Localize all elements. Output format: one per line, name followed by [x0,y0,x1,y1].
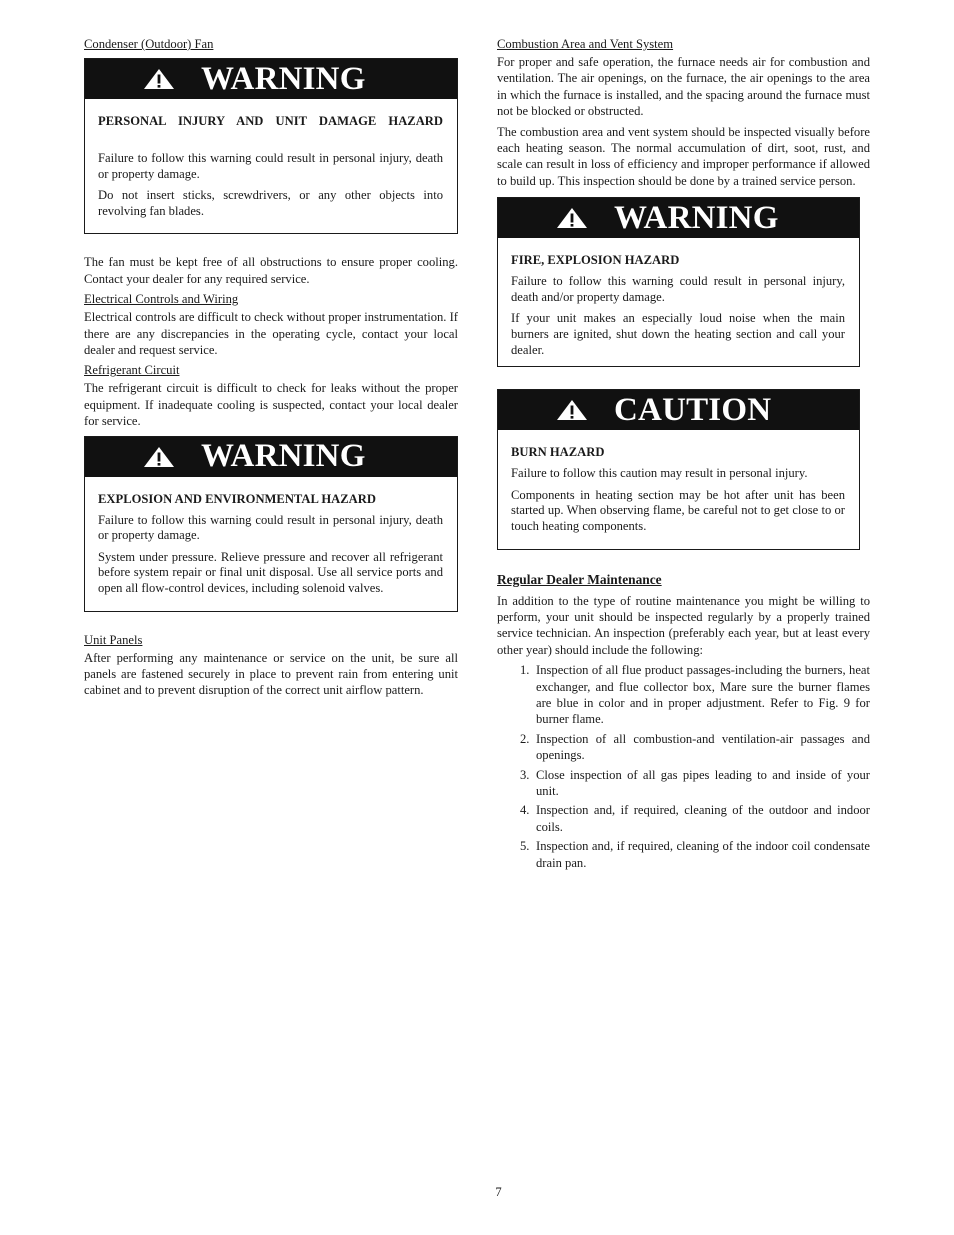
electrical-controls-text: Electrical controls are difficult to check without proper instrumentation. If there are any discrepancies in the operating cycle, contact your local dealer and request service. [84,310,458,357]
combustion-text-2: The combustion area and vent system should be inspected visually before each heating season. The normal accumulation of dirt, soot, rust, and scale can result in loss of efficiency and improper performance if allowed to build up. This inspection should be done by a trained service person. [497,124,870,188]
warning-title: WARNING [201,438,366,475]
warning-text-1: Failure to follow this warning could result in personal injury, death or property damage. [98,151,443,181]
list-item-text: Inspection and, if required, cleaning of the outdoor and indoor coils. [536,803,870,834]
condenser-fan-text: The fan must be kept free of all obstructions to ensure proper cooling. Contact your dealer for any required service. [84,255,458,286]
right-column [497,36,870,874]
warning-text-2: If your unit makes an especially loud noise when the main burners are ignited, shut down the heating section and call your dealer. [511,311,845,357]
unit-panels-text: After performing any maintenance or service on the unit, be sure all panels are fastened securely in place to prevent rain from entering unit cabinet and to prevent disruption of the correct unit airflow pattern. [84,650,458,698]
caution-text-2: Components in heating section may be hot after unit has been started up. When observing flame, be careful not to get close to or touch heating components. [511,487,845,533]
caution-triangle-icon [556,399,588,421]
warning-triangle-icon [143,68,175,90]
warning-body [85,99,457,233]
warning-triangle-icon [143,446,175,468]
warning-body [498,238,859,366]
maintenance-heading: Regular Dealer Maintenance [497,571,662,587]
spacer [98,129,443,151]
warning-text-2: Do not insert sticks, screwdrivers, or any other objects into revolving fan blades. [98,188,443,218]
list-item-text: Inspection of all combustion‐and ventilation‐air passages and openings. [536,731,870,763]
hazard-name: EXPLOSION AND ENVIRONMENTAL HAZARD [98,491,376,506]
refrigerant-circuit-heading: Refrigerant Circuit [84,363,180,378]
list-item-number: 4. [520,803,530,818]
hazard-name: PERSONAL INJURY AND UNIT DAMAGE HAZARD [98,114,443,128]
warning-title: WARNING [201,60,366,97]
list-item [497,731,870,764]
list-item [497,838,870,871]
list-item-text: Inspection of all flue product passages‐including the burners, heat exchanger, and flue collector box, Mare sure the burner flames are blue in color and in proper adjustment. Refer to Fig. 9 for burner flame. [536,663,870,727]
caution-header [498,390,859,430]
warning-text-1: Failure to follow this warning could result in personal injury, death and/or property damage. [511,274,845,304]
condenser-warning-box [84,58,458,234]
warning-title: WARNING [614,199,779,236]
warning-header [498,198,859,238]
fire-warning-box [497,197,860,367]
warning-text-2: System under pressure. Relieve pressure and recover all refrigerant before system repair or final unit disposal. Use all service ports and open all flow‐control devices, including solenoid valves. [98,549,443,595]
caution-body [498,430,859,548]
caution-text-1: Failure to follow this caution may result in personal injury. [511,466,808,481]
list-item-number: 1. [520,663,530,678]
page-number: 7 [495,1185,502,1199]
condenser-fan-heading: Condenser (Outdoor) Fan [84,37,214,51]
combustion-heading: Combustion Area and Vent System [497,37,674,51]
maintenance-intro: In addition to the type of routine maintenance you might be willing to perform, your unit should be inspected regularly by a properly trained service technician. An inspection (preferably each year, but at least every other year) should include the following: [497,593,870,657]
maintenance-list [497,662,870,871]
combustion-text-1: For proper and safe operation, the furnace needs air for combustion and ventilation. The air openings, on the furnace, the air openings to the area in which the furnace is installed, and the spacing around the furnace must not be blocked or obstructed. [497,55,870,119]
warning-body [85,477,457,611]
list-item-number: 3. [520,767,530,782]
list-item-text: Close inspection of all gas pipes leading to and inside of your unit. [536,767,870,799]
list-item [497,802,870,835]
refrigerant-warning-box [84,436,458,612]
hazard-name: FIRE, EXPLOSION HAZARD [511,253,680,268]
hazard-name: BURN HAZARD [511,445,605,460]
burn-caution-box [497,389,860,549]
list-item-number: 2. [520,731,530,746]
left-column [84,36,458,703]
warning-triangle-icon [556,207,588,229]
caution-title: CAUTION [614,391,772,428]
refrigerant-circuit-text: The refrigerant circuit is difficult to check for leaks without the proper equipment. If inadequate cooling is suspected, contact your local dealer for service. [84,381,458,429]
warning-text-1: Failure to follow this warning could result in personal injury, death or property damage. [98,512,443,543]
unit-panels-heading: Unit Panels [84,632,143,647]
list-item-number: 5. [520,839,530,854]
warning-header [85,437,457,477]
warning-header [85,59,457,99]
list-item [497,767,870,800]
electrical-controls-heading: Electrical Controls and Wiring [84,292,239,307]
list-item [497,662,870,728]
list-item-text: Inspection and, if required, cleaning of the indoor coil condensate drain pan. [536,839,870,870]
